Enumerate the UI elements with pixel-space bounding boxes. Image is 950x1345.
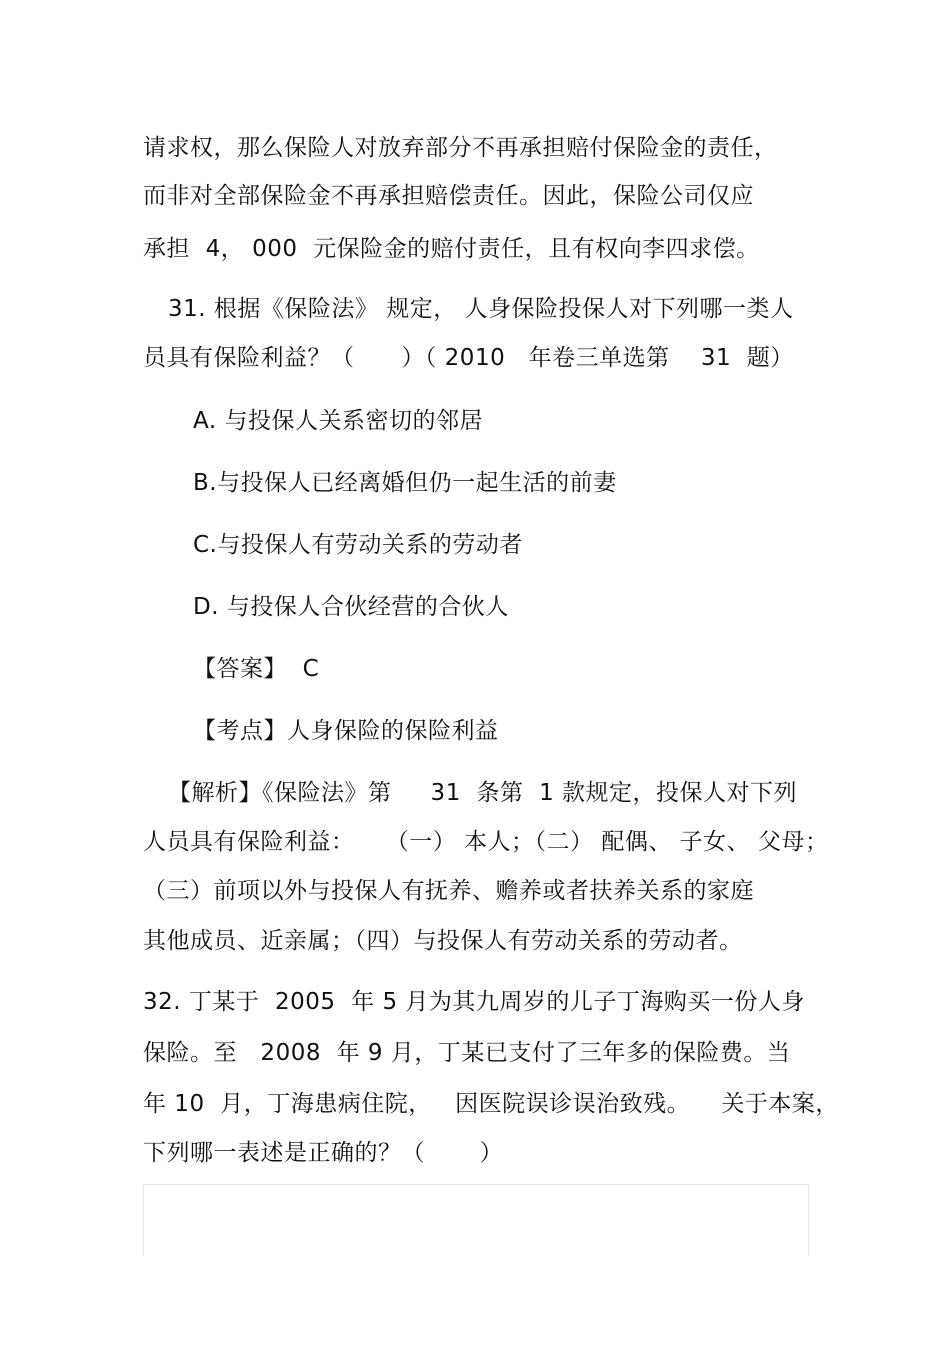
- analysis-line-3: （三）前项以外与投保人有抚养、赡养或者扶养关系的家庭: [143, 878, 754, 904]
- text-line-1: 请求权，那么保险人对放弃部分不再承担赔付保险金的责任，: [143, 135, 778, 161]
- option-b: B.与投保人已经离婚但仍一起生活的前妻: [193, 470, 617, 496]
- answer-line: 【答案】 C: [193, 656, 320, 682]
- analysis-line-4: 其他成员、近亲属；（四）与投保人有劳动关系的劳动者。: [143, 928, 743, 954]
- option-a: A. 与投保人关系密切的邻居: [193, 408, 483, 434]
- question-32-line-1: 32. 丁某于 2005 年 5 月为其九周岁的儿子丁海购买一份人身: [143, 989, 805, 1015]
- question-32-line-2: 保险。至 2008 年 9 月，丁某已支付了三年多的保险费。当: [143, 1040, 791, 1066]
- analysis-line-2: 人员具有保险利益： （一） 本人；（二） 配偶、 子女、 父母；: [143, 829, 829, 855]
- text-line-3: 承担 4， 000 元保险金的赔付责任，且有权向李四求偿。: [143, 236, 760, 262]
- option-d: D. 与投保人合伙经营的合伙人: [193, 594, 509, 620]
- question-31-line-2: 员具有保险利益？（ ）（ 2010 年卷三单选第 31 题）: [143, 345, 794, 371]
- analysis-line-1: 【解析】《保险法》第 31 条第 1 款规定，投保人对下列: [168, 780, 798, 806]
- question-32-line-4: 下列哪一表述是正确的？（ ）: [143, 1140, 504, 1166]
- blank-box: [143, 1184, 809, 1255]
- key-point-line: 【考点】人身保险的保险利益: [193, 718, 499, 744]
- text-line-2: 而非对全部保险金不再承担赔偿责任。因此，保险公司仅应: [143, 183, 754, 209]
- option-c: C.与投保人有劳动关系的劳动者: [193, 532, 523, 558]
- question-31-line-1: 31. 根据《保险法》 规定， 人身保险投保人对下列哪一类人: [168, 296, 794, 322]
- question-32-line-3: 年 10 月，丁海患病住院， 因医院误诊误治致残。 关于本案，: [143, 1091, 839, 1117]
